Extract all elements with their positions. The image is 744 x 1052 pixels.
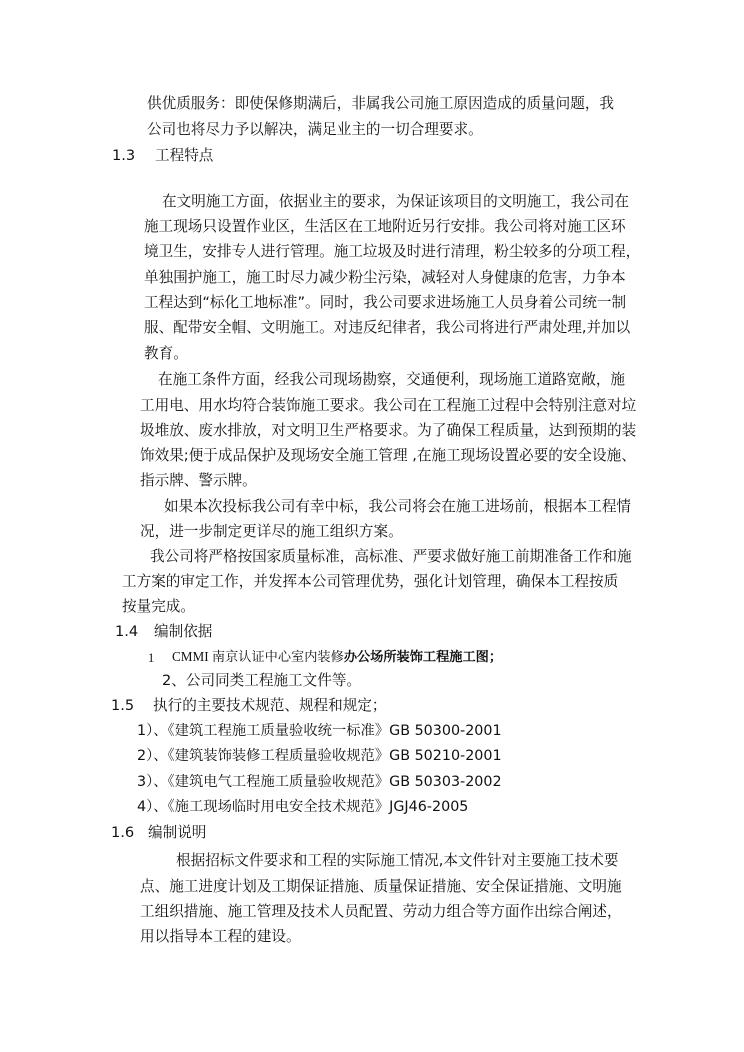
paragraph-line: 我公司将严格按国家质量标准，高标准、严要求做好施工前期准备工作和施 — [150, 548, 632, 565]
paragraph-line: 教育。 — [144, 345, 188, 362]
paragraph-line: 施工现场只设置作业区，生活区在工地附近另行安排。我公司将对施工区环 — [144, 218, 626, 235]
paragraph-line: 在文明施工方面，依据业主的要求，为保证该项目的文明施工，我公司在 — [162, 193, 630, 210]
section-1-5-title: 执行的主要技术规范、规程和规定； — [153, 697, 387, 714]
intro-line: 公司也将尽力予以解决，满足业主的一切合理要求。 — [147, 121, 483, 138]
paragraph-line: 用以指导本工程的建设。 — [140, 928, 301, 945]
basis-item-number: 1 — [148, 651, 155, 665]
section-1-3-title: 工程特点 — [155, 147, 214, 164]
section-1-4-title: 编制依据 — [154, 623, 213, 640]
paragraph-line: 按量完成。 — [122, 598, 195, 615]
paragraph-line: 单独围护施工，施工时尽力减少粉尘污染，减轻对人身健康的危害，力争本 — [144, 269, 626, 286]
paragraph-line: 境卫生，安排专人进行管理。施工垃圾及时进行清理，粉尘较多的分项工程， — [144, 243, 641, 260]
paragraph-line: 指示牌、警示牌。 — [140, 472, 257, 489]
paragraph-line: 工方案的审定工作，并发挥本公司管理优势，强化计划管理，确保本工程按质 — [122, 573, 619, 590]
basis-item-1-suffix: 办公场所装饰工程施工图； — [343, 650, 503, 665]
standard-item: 4）、《施工现场临时用电安全技术规范》JGJ46-2005 — [137, 799, 469, 815]
paragraph-line: 饰效果;便于成品保护及现场安全施工管理 ,在施工现场设置必要的安全设施、 — [140, 447, 636, 464]
standard-item: 2）、《建筑装饰装修工程质量验收规范》GB 50210-2001 — [137, 748, 502, 764]
basis-item-1 — [172, 647, 502, 668]
paragraph-line: 如果本次投标我公司有幸中标，我公司将会在施工进场前，根据本工程情 — [164, 498, 632, 515]
section-1-6-number: 1.6 — [111, 824, 135, 841]
standard-item: 3）、《建筑电气工程施工质量验收规范》GB 50303-2002 — [137, 774, 502, 790]
paragraph-line: 在施工条件方面，经我公司现场勘察，交通便利，现场施工道路宽敞，施 — [158, 371, 626, 388]
section-1-4-number: 1.4 — [115, 623, 139, 640]
section-1-6-title: 编制说明 — [148, 824, 207, 841]
paragraph-line: 工组织措施、施工管理及技术人员配置、劳动力组合等方面作出综合阐述， — [140, 903, 622, 920]
paragraph-line: 工程达到“标化工地标准”。同时，我公司要求进场施工人员身着公司统一制 — [144, 294, 627, 311]
paragraph-line: 工用电、用水均符合装饰施工要求。我公司在工程施工过程中会特别注意对垃 — [140, 397, 637, 414]
paragraph-line: 圾堆放、废水排放，对文明卫生严格要求。为了确保工程质量，达到预期的装 — [140, 422, 637, 439]
intro-line: 供优质服务：即使保修期满后，非属我公司施工原因造成的质量问题，我 — [147, 95, 615, 112]
paragraph-line: 根据招标文件要求和工程的实际施工情况,本文件针对主要施工技术要 — [176, 852, 619, 869]
section-1-5-number: 1.5 — [111, 697, 135, 714]
paragraph-line: 况，进一步制定更详尽的施工组织方案。 — [140, 523, 403, 540]
paragraph-line: 服、配带安全帽、文明施工。对违反纪律者，我公司将进行严肃处理,并加以 — [144, 319, 631, 336]
section-1-3-number: 1.3 — [112, 147, 136, 164]
standard-item: 1）、《建筑工程施工质量验收统一标准》GB 50300-2001 — [137, 723, 502, 739]
paragraph-line: 点、施工进度计划及工期保证措施、质量保证措施、安全保证措施、文明施 — [140, 878, 622, 895]
basis-item-1-prefix: CMMI 南京认证中心室内装修 — [172, 649, 344, 664]
basis-item-2: 2、公司同类工程施工文件等。 — [162, 672, 362, 689]
